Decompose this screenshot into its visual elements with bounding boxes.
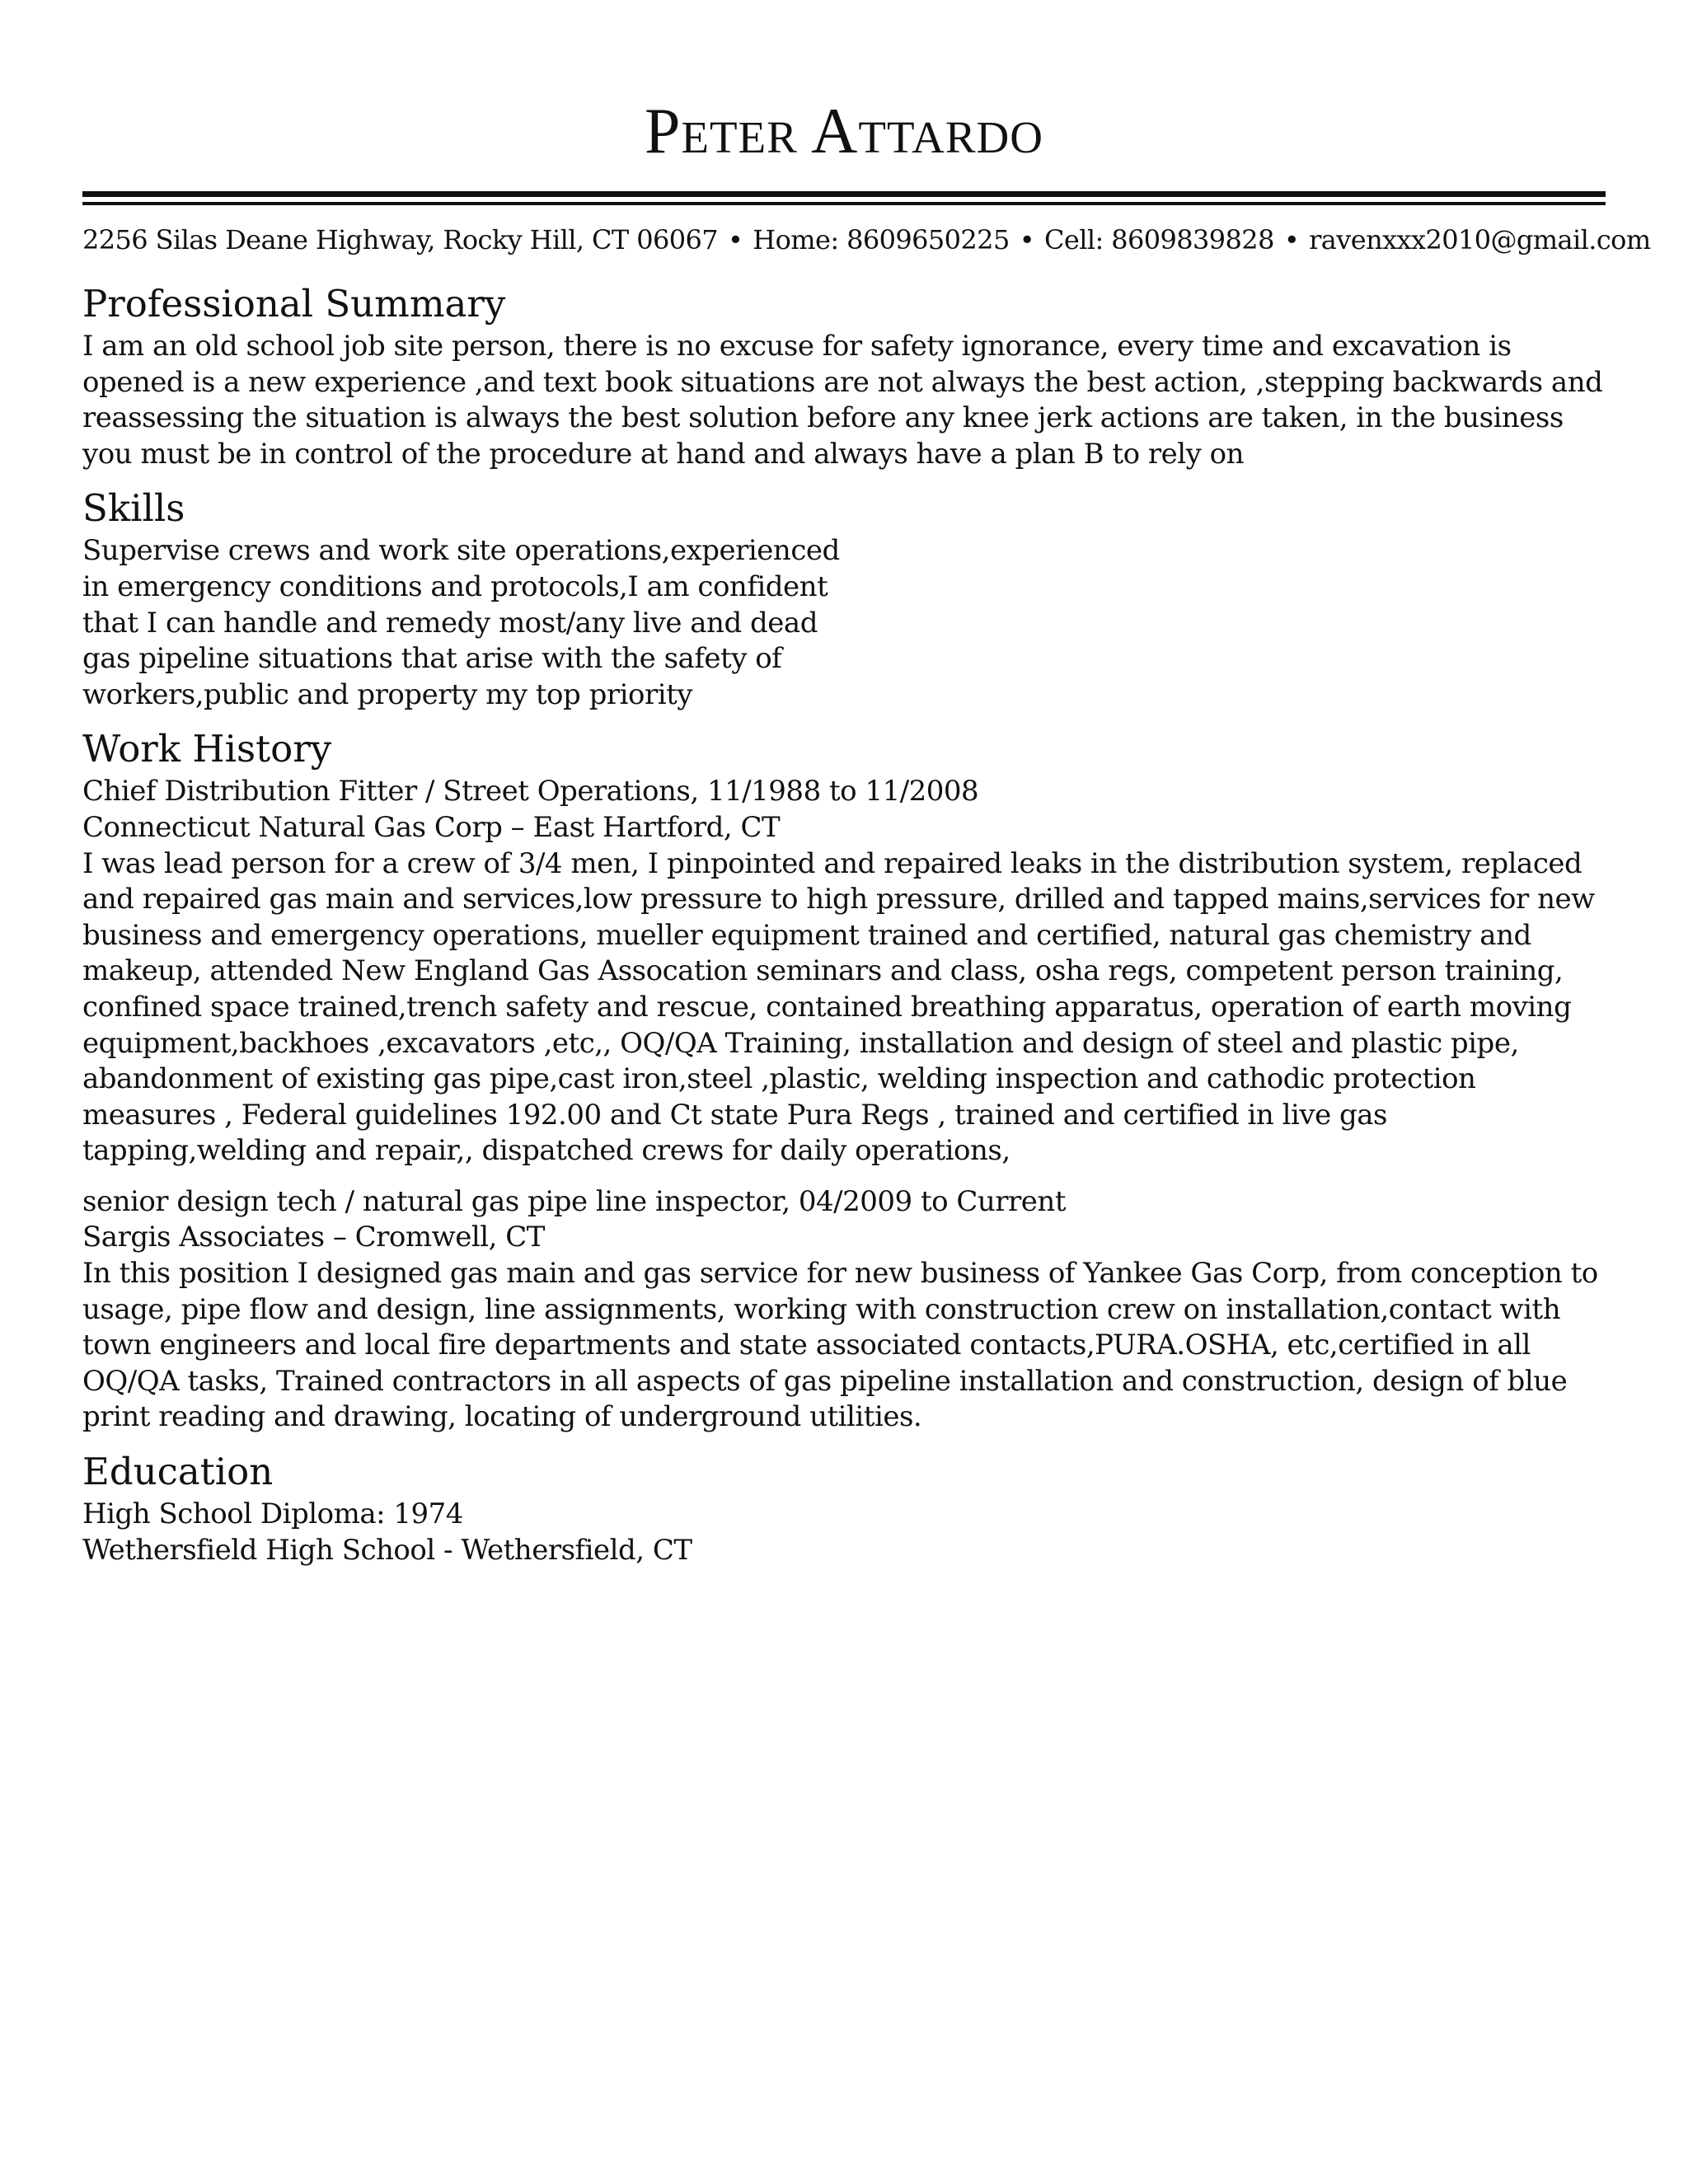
education-degree: High School Diploma: 1974 [82,1497,463,1531]
contact-line [82,223,1651,256]
contact-separator: • [728,224,743,255]
header-rule-thick [82,191,1606,197]
job-entry [82,774,1606,1169]
contact-address: 2256 Silas Deane Highway, Rocky Hill, CT 06067 [82,224,719,255]
education-school: Wethersfield High School - Wethersfield, CT [82,1533,692,1567]
summary-text: I am an old school job site person, there is no excuse for safety ignorance, every time and excavation is opened is a new experience ,and text book situations are not always the best action, ,stepping backwards and reassessing the situation is always the best solution before any knee jerk actions are taken, in the business you must be in control of the procedure at hand and always have a plan B to rely on [82,330,1603,471]
skills-text: Supervise crews and work site operations,experienced in emergency conditions and protocols,I am confident that I can handle and remedy most/any live and dead gas pipeline situations that arise with the safety of workers,public and property my top priority [82,534,840,711]
contact-cell-phone: Cell: 8609839828 [1043,224,1274,255]
job-entry [82,1184,1606,1436]
resume-page [82,0,1651,1568]
section-title-work-history: Work History [82,727,332,771]
job-description: In this position I designed gas main and gas service for new business of Yankee Gas Corp, from conception to usage, pipe flow and design, line assignments, working with construction crew on installation,contact with town engineers and local fire departments and state associated contacts,PURA.OSHA, etc,certified in all OQ/QA tasks, Trained contractors in all aspects of gas pipeline installation and construction, design of blue print reading and drawing, locating of underground utilities. [82,1257,1598,1434]
job-company: Sargis Associates – Cromwell, CT [82,1221,545,1254]
job-company: Connecticut Natural Gas Corp – East Hartford, CT [82,810,781,844]
contact-email: ravenxxx2010@gmail.com [1309,224,1651,255]
applicant-name: Peter Attardo [644,95,1043,166]
contact-separator: • [1019,224,1034,255]
job-position: senior design tech / natural gas pipe line inspector, 04/2009 to Current [82,1184,1066,1218]
job-description: I was lead person for a crew of 3/4 men, I pinpointed and repaired leaks in the distribution system, replaced and repaired gas main and services,low pressure to high pressure, drilled and tapped mains,services for new business and emergency operations, mueller equipment trained and certified, natural gas chemistry and makeup, attended New England Gas Assocation seminars and class, osha regs, competent person training, confined space trained,trench safety and rescue, contained breathing apparatus, operation of earth moving equipment,backhoes ,excavators ,etc,, OQ/QA Training, installation and design of steel and plastic pipe, abandonment of existing gas pipe,cast iron,steel ,plastic, welding inspection and cathodic protection measures , Federal guidelines 192.00 and Ct state Pura Regs , trained and certified in live gas tapping,welding and repair,, dispatched crews for daily operations, [82,846,1595,1168]
section-title-skills: Skills [82,486,185,531]
job-position: Chief Distribution Fitter / Street Operations, 11/1988 to 11/2008 [82,775,979,808]
section-title-education: Education [82,1450,274,1494]
contact-home-phone: Home: 8609650225 [753,224,1010,255]
section-title-summary: Professional Summary [82,282,506,326]
header-rule-thin [82,202,1606,205]
contact-separator: • [1283,224,1300,255]
